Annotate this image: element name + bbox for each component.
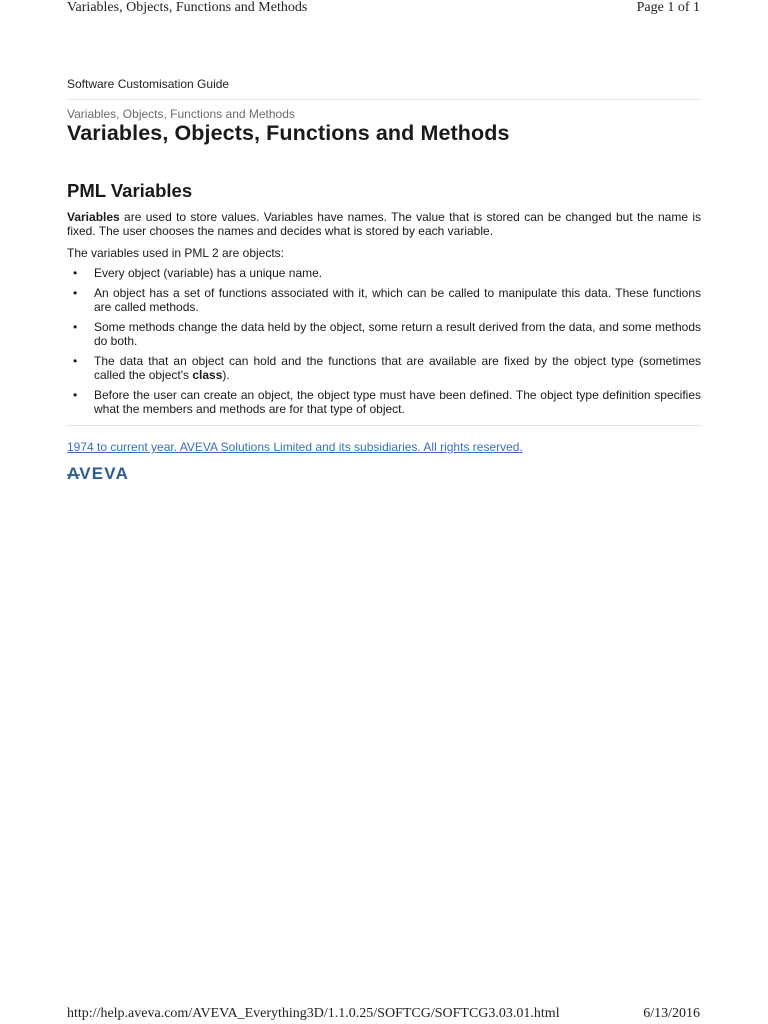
- intro-paragraph: [67, 210, 701, 238]
- intro-term: Variables: [67, 210, 120, 224]
- page-title: Variables, Objects, Functions and Methods: [67, 121, 510, 145]
- list-item-text: Every object (variable) has a unique name.: [94, 266, 323, 280]
- footer-divider: [67, 425, 701, 426]
- print-footer-url: http://help.aveva.com/AVEVA_Everything3D/1.1.0.25/SOFTCG/SOFTCG3.03.01.html: [67, 1006, 560, 1021]
- list-item: [67, 320, 701, 348]
- print-footer-date: 6/13/2016: [643, 1006, 700, 1021]
- print-footer: [67, 1006, 700, 1024]
- print-header-title: Variables, Objects, Functions and Methods: [67, 0, 308, 15]
- bullet-marker: •: [73, 286, 78, 300]
- list-item-text: An object has a set of functions associated with it, which can be called to manipulate this data. These functions are called methods.: [94, 286, 701, 314]
- list-item-text: Before the user can create an object, the object type must have been defined. The object type definition specifies what the members and methods are for that type of object.: [94, 388, 701, 416]
- list-item-text-end: ).: [222, 368, 230, 382]
- bullet-marker: •: [73, 354, 78, 368]
- list-item: [67, 354, 701, 382]
- print-header: [67, 0, 700, 18]
- list-item: [67, 266, 701, 280]
- aveva-logo: [67, 462, 139, 489]
- section-heading: PML Variables: [67, 180, 193, 201]
- guide-title: Software Customisation Guide: [67, 77, 230, 91]
- list-item-text: Some methods change the data held by the object, some return a result derived from the data, and some methods do both.: [94, 320, 701, 348]
- copyright-link[interactable]: 1974 to current year. AVEVA Solutions Limited and its subsidiaries. All rights reserved.: [67, 440, 523, 454]
- breadcrumb[interactable]: Variables, Objects, Functions and Methods: [67, 107, 295, 121]
- header-divider: [67, 99, 701, 100]
- bullet-list: [67, 266, 701, 422]
- print-header-page-number: Page 1 of 1: [636, 0, 700, 15]
- list-item: [67, 388, 701, 416]
- logo-text: AVEVA: [67, 464, 130, 483]
- list-item-text: The data that an object can hold and the functions that are available are fixed by the object type (sometimes called the object's: [94, 354, 701, 382]
- bullet-marker: •: [73, 266, 78, 280]
- bullet-marker: •: [73, 320, 78, 334]
- list-item: [67, 286, 701, 314]
- bullet-marker: •: [73, 388, 78, 402]
- lead-paragraph: The variables used in PML 2 are objects:: [67, 246, 285, 260]
- class-term: class: [192, 368, 223, 382]
- aveva-logo-mark: [67, 462, 139, 484]
- intro-text: are used to store values. Variables have names. The value that is stored can be changed but the name is fixed. The user chooses the names and decides what is stored by each variable.: [67, 210, 701, 238]
